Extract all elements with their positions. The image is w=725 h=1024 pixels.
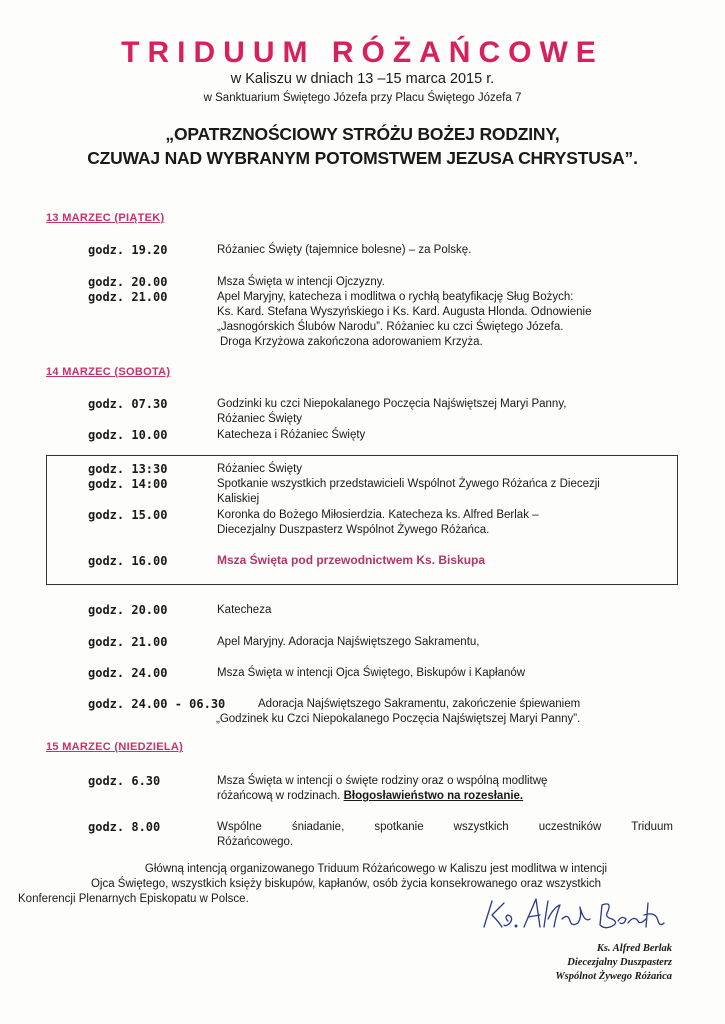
time-2000-sat: godz. 20.00 bbox=[88, 603, 168, 617]
event-line: Apel Maryjny, katecheza i modlitwa o rychłą beatyfikację Sług Bożych: bbox=[217, 291, 574, 303]
event-1600-mass: Msza Święta pod przewodnictwem Ks. Biskupa bbox=[217, 553, 486, 567]
event-text: różańcową w rodzinach. bbox=[217, 790, 344, 802]
document-title: TRIDUUM RÓŻAŃCOWE bbox=[121, 36, 604, 69]
event-line: Różańcowego. bbox=[217, 836, 294, 848]
event-1330: Różaniec Święty bbox=[217, 463, 303, 475]
event-0800-sun bbox=[217, 820, 673, 850]
day-heading-15: 15 MARZEC (NIEDZIELA) bbox=[46, 741, 184, 753]
time-2100: godz. 21.00 bbox=[88, 290, 168, 304]
event-line: Koronka do Bożego Miłosierdzia. Katecheza ks. Alfred Berlak – bbox=[217, 509, 539, 521]
handwritten-signature bbox=[478, 893, 668, 938]
motto bbox=[0, 122, 725, 170]
event-line: Adoracja Najświętszego Sakramentu, zakończenie śpiewaniem bbox=[258, 698, 581, 710]
time-0730: godz. 07.30 bbox=[88, 397, 168, 411]
event-1920: Różaniec Święty (tajemnice bolesne) – za Polskę. bbox=[217, 244, 472, 256]
day-heading-13: 13 MARZEC (PIĄTEK) bbox=[46, 212, 165, 224]
event-line: Kaliskiej bbox=[217, 493, 260, 505]
date-subtitle: w Kaliszu w dniach 13 –15 marca 2015 r. bbox=[230, 71, 495, 87]
time-0630-sun: godz. 6.30 bbox=[88, 774, 161, 788]
event-line: Ks. Kard. Stefana Wyszyńskiego i Ks. Kard. Augusta Hlonda. Odnowienie bbox=[217, 306, 592, 318]
motto-line-1: „OPATRZNOŚCIOWY STRÓŻU BOŻEJ RODZINY, bbox=[165, 124, 560, 144]
event-1400 bbox=[217, 477, 673, 507]
event-line: „Jasnogórskich Ślubów Narodu”. Różaniec ku czci Świętego Józefa. bbox=[217, 321, 564, 333]
blessing-text: Błogosławieństwo na rozesłanie. bbox=[343, 790, 524, 802]
time-1920: godz. 19.20 bbox=[88, 243, 168, 257]
time-2400-0630: godz. 24.00 - 06.30 bbox=[88, 697, 226, 711]
event-line bbox=[217, 789, 673, 804]
event-2000: Msza Święta w intencji Ojczyzny. bbox=[217, 276, 385, 288]
location-line: w Sanktuarium Świętego Józefa przy Placu Świętego Józefa 7 bbox=[203, 92, 522, 104]
event-2400: Msza Święta w intencji Ojca Świętego, Biskupów i Kapłanów bbox=[217, 667, 526, 679]
signature-role-1: Diecezjalny Duszpasterz bbox=[567, 957, 672, 968]
time-1330: godz. 13:30 bbox=[88, 462, 168, 476]
time-1000: godz. 10.00 bbox=[88, 428, 168, 442]
closing-line: Główną intencją organizowanego Triduum Różańcowego w Kaliszu jest modlitwa w intencji bbox=[144, 863, 608, 875]
motto-line-2: CZUWAJ NAD WYBRANYM POTOMSTWEM JEZUSA CHRYSTUSA”. bbox=[87, 148, 638, 168]
signature-role-2: Wspólnot Żywego Różańca bbox=[555, 971, 672, 982]
event-line: Droga Krzyżowa zakończona adorowaniem Krzyża. bbox=[220, 336, 483, 348]
event-2100-sat: Apel Maryjny. Adoracja Najświętszego Sakramentu, bbox=[217, 636, 480, 648]
event-line: Msza Święta w intencji o święte rodziny oraz o wspólną modlitwę bbox=[217, 775, 548, 787]
time-0800-sun: godz. 8.00 bbox=[88, 820, 161, 834]
event-2400-0630 bbox=[216, 697, 673, 727]
event-0630-sun bbox=[217, 774, 673, 804]
event-line: Różaniec Święty bbox=[217, 413, 303, 425]
event-line: Wspólne śniadanie, spotkanie wszystkich uczestników Triduum bbox=[217, 821, 673, 833]
event-2000-sat: Katecheza bbox=[217, 604, 272, 616]
time-1500: godz. 15.00 bbox=[88, 508, 168, 522]
event-2100 bbox=[217, 290, 673, 350]
time-2000: godz. 20.00 bbox=[88, 275, 168, 289]
time-1600: godz. 16.00 bbox=[88, 554, 168, 568]
time-1400: godz. 14:00 bbox=[88, 477, 168, 491]
time-2400: godz. 24.00 bbox=[88, 666, 168, 680]
day-heading-14: 14 MARZEC (SOBOTA) bbox=[46, 366, 171, 378]
event-1500 bbox=[217, 508, 673, 538]
signature-name: Ks. Alfred Berlak bbox=[596, 943, 672, 954]
closing-line: Konferencji Plenarnych Episkopatu w Polsce. bbox=[18, 893, 249, 905]
event-line: Spotkanie wszystkich przedstawicieli Wspólnot Żywego Różańca z Diecezji bbox=[217, 478, 600, 490]
event-0730 bbox=[217, 397, 673, 427]
event-1000: Katecheza i Różaniec Święty bbox=[217, 429, 366, 441]
event-line: Godzinki ku czci Niepokalanego Poczęcia Najświętszej Maryi Panny, bbox=[217, 398, 567, 410]
event-line: „Godzinek ku Czci Niepokalanego Poczęcia Najświętszej Maryi Panny”. bbox=[216, 713, 581, 725]
closing-line: Ojca Świętego, wszystkich księży biskupów, kapłanów, osób życia konsekrowanego oraz wszystkich bbox=[90, 878, 602, 890]
event-line: Diecezjalny Duszpasterz Wspólnot Żywego Różańca. bbox=[217, 524, 490, 536]
time-2100-sat: godz. 21.00 bbox=[88, 635, 168, 649]
